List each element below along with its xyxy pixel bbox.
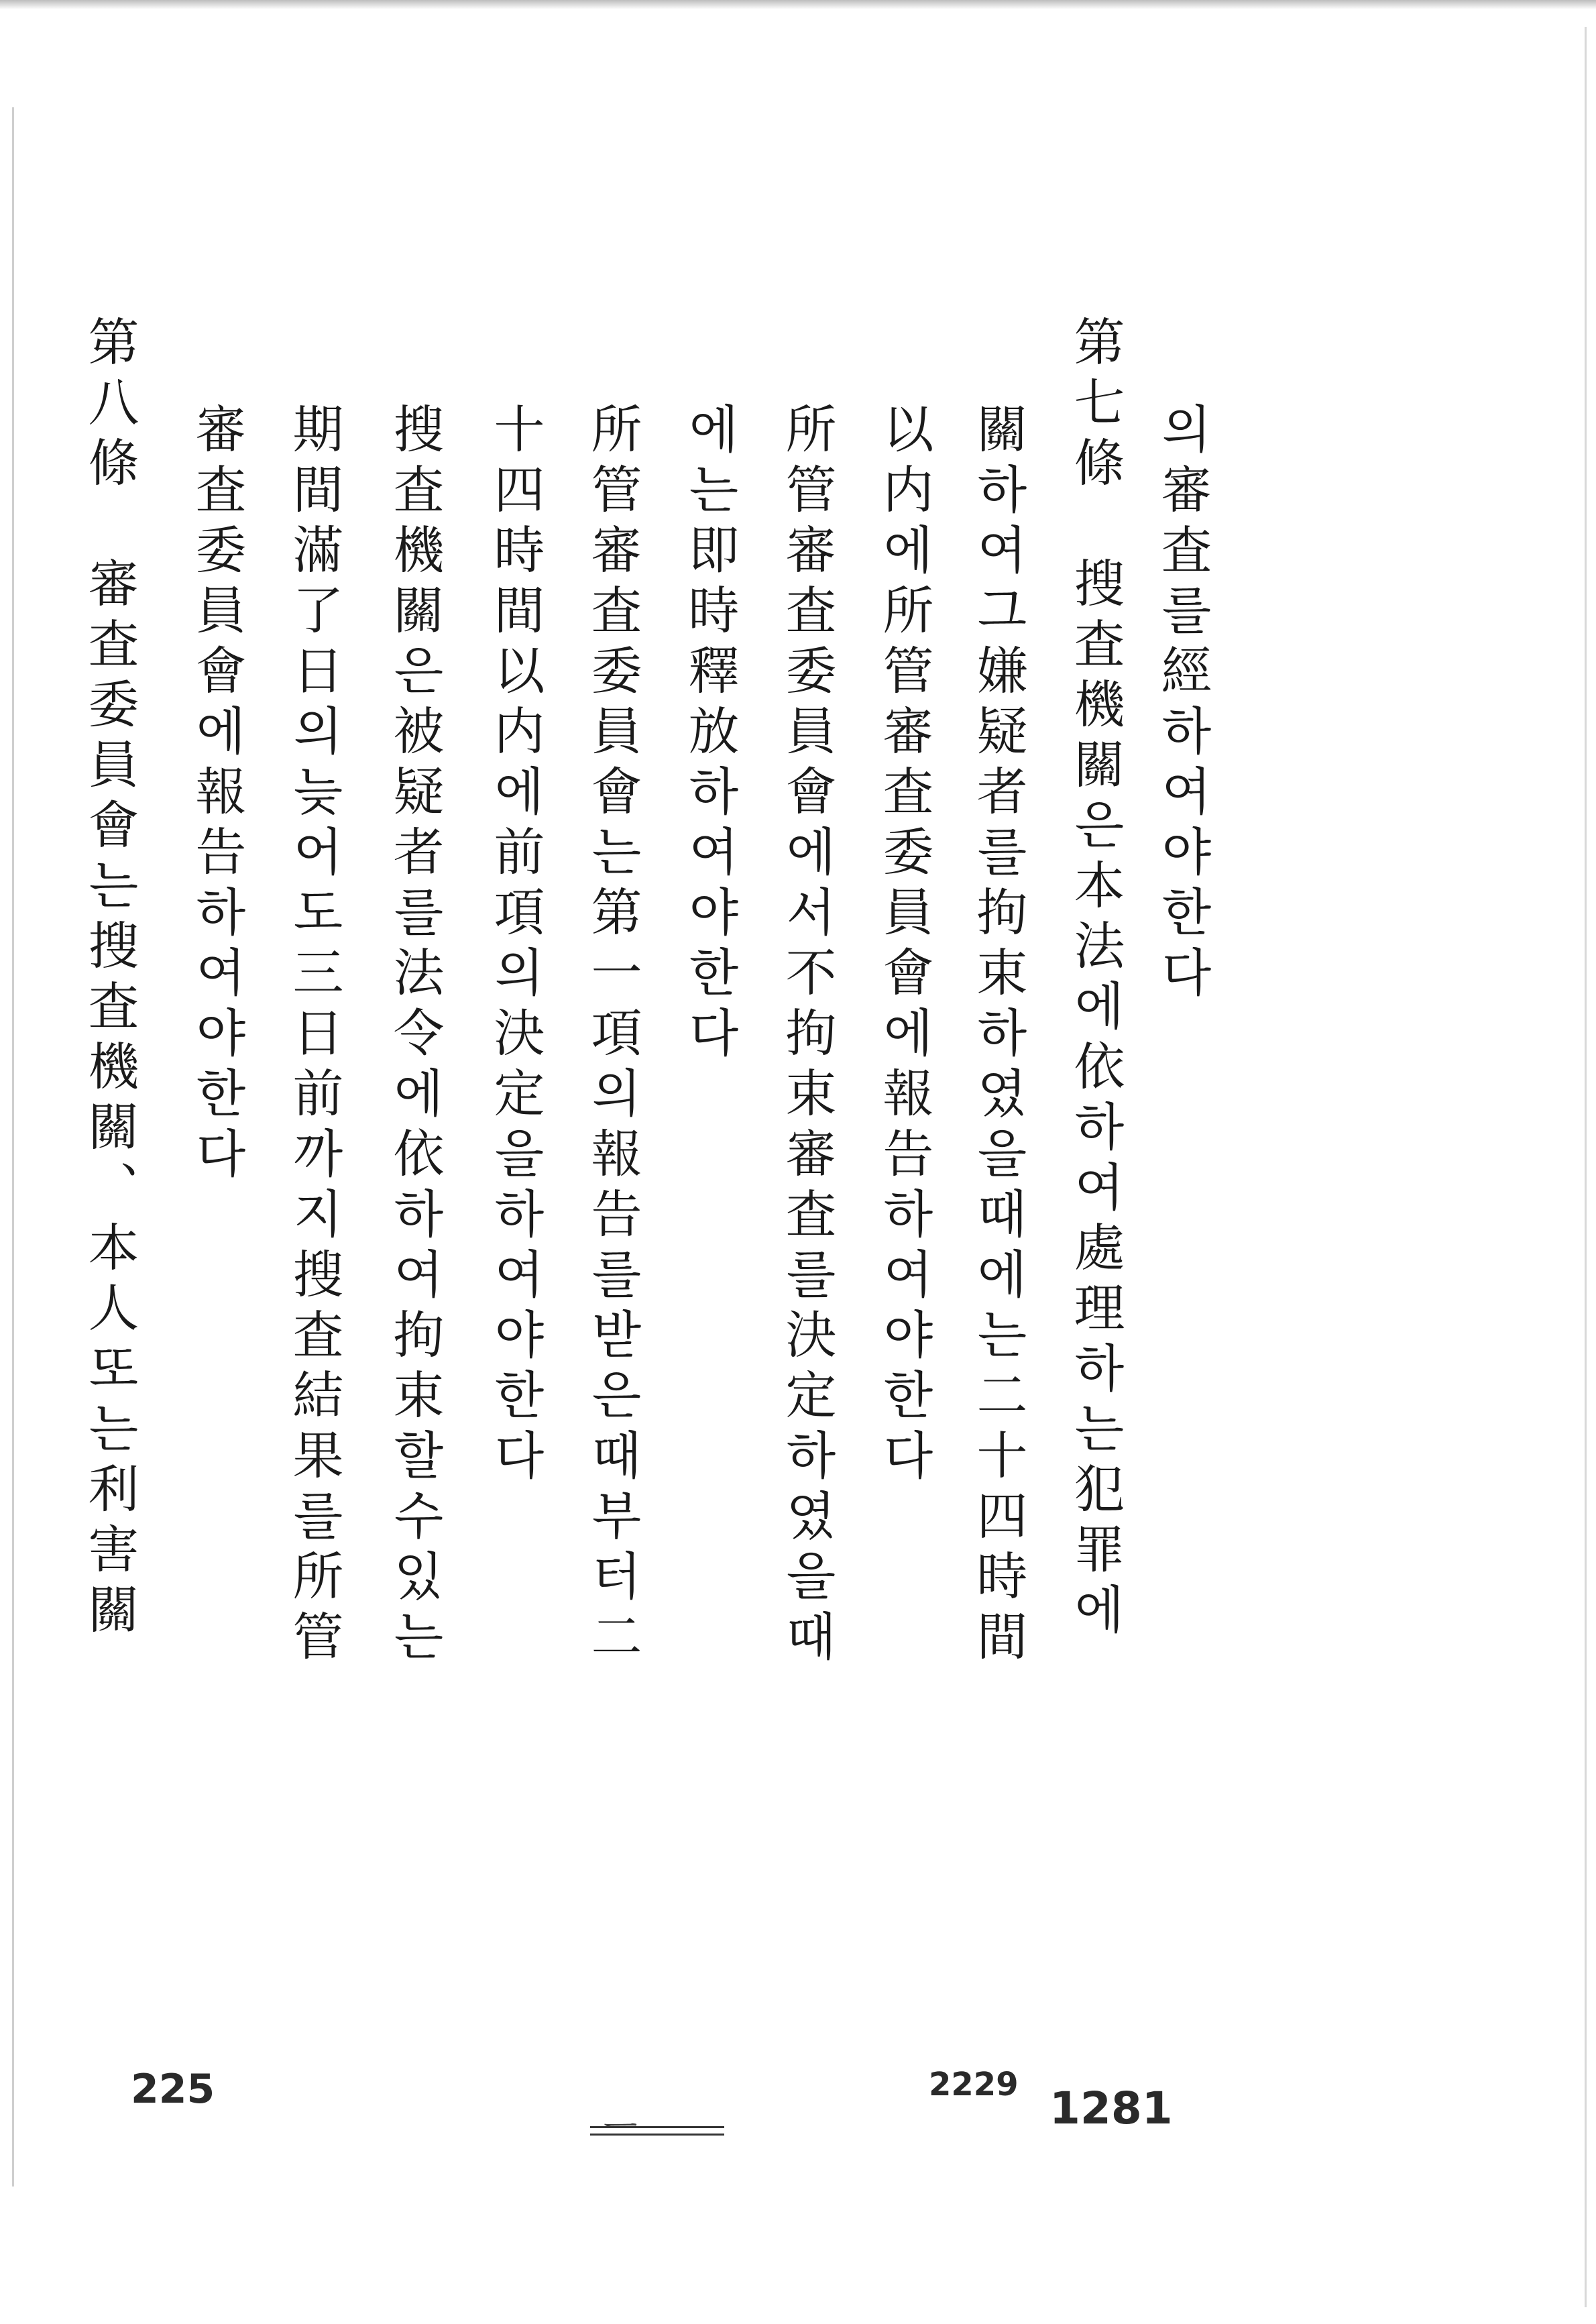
text-column-12: 第八條 審査委員會는搜査機關、本人또는利害關 bbox=[80, 315, 139, 1643]
text-column-4: 以内에所管審査委員會에報告하여야한다 bbox=[874, 402, 934, 1489]
text-column-6: 에는即時釋放하여야한다 bbox=[680, 402, 740, 1066]
text-column-1: 의審査를經하여야한다 bbox=[1153, 402, 1212, 1006]
text-column-10: 期間滿了日의늦어도三日前까지搜査結果를所管 bbox=[284, 402, 344, 1670]
page-number-left: 225 bbox=[131, 2066, 215, 2113]
text-column-3: 關하여그嫌疑者를拘束하였을때에는二十四時間 bbox=[968, 402, 1028, 1670]
page-right-edge bbox=[1585, 27, 1587, 2307]
text-column-7: 所管審査委員會는第一項의報告를받은때부터二 bbox=[583, 402, 642, 1670]
page-left-edge bbox=[12, 107, 14, 2187]
page-number-right: 1281 bbox=[1049, 2083, 1173, 2134]
page-number-center: 2229 bbox=[929, 2066, 1019, 2103]
stamp-underline bbox=[590, 2126, 724, 2136]
text-column-8: 十四時間以内에前項의決定을하여야한다 bbox=[486, 402, 545, 1489]
page-stamp: ㅡ bbox=[604, 2108, 638, 2148]
text-column-2: 第七條 搜査機關은本法에依하여處理하는犯罪에 bbox=[1066, 315, 1125, 1643]
text-column-5: 所管審査委員會에서不拘束審査를決定하였을때 bbox=[777, 402, 837, 1670]
scan-top-edge bbox=[0, 0, 1596, 9]
text-column-11: 審査委員會에報告하여야한다 bbox=[187, 402, 247, 1187]
text-column-9: 搜査機關은被疑者를法令에依하여拘束할수있는 bbox=[385, 402, 445, 1670]
